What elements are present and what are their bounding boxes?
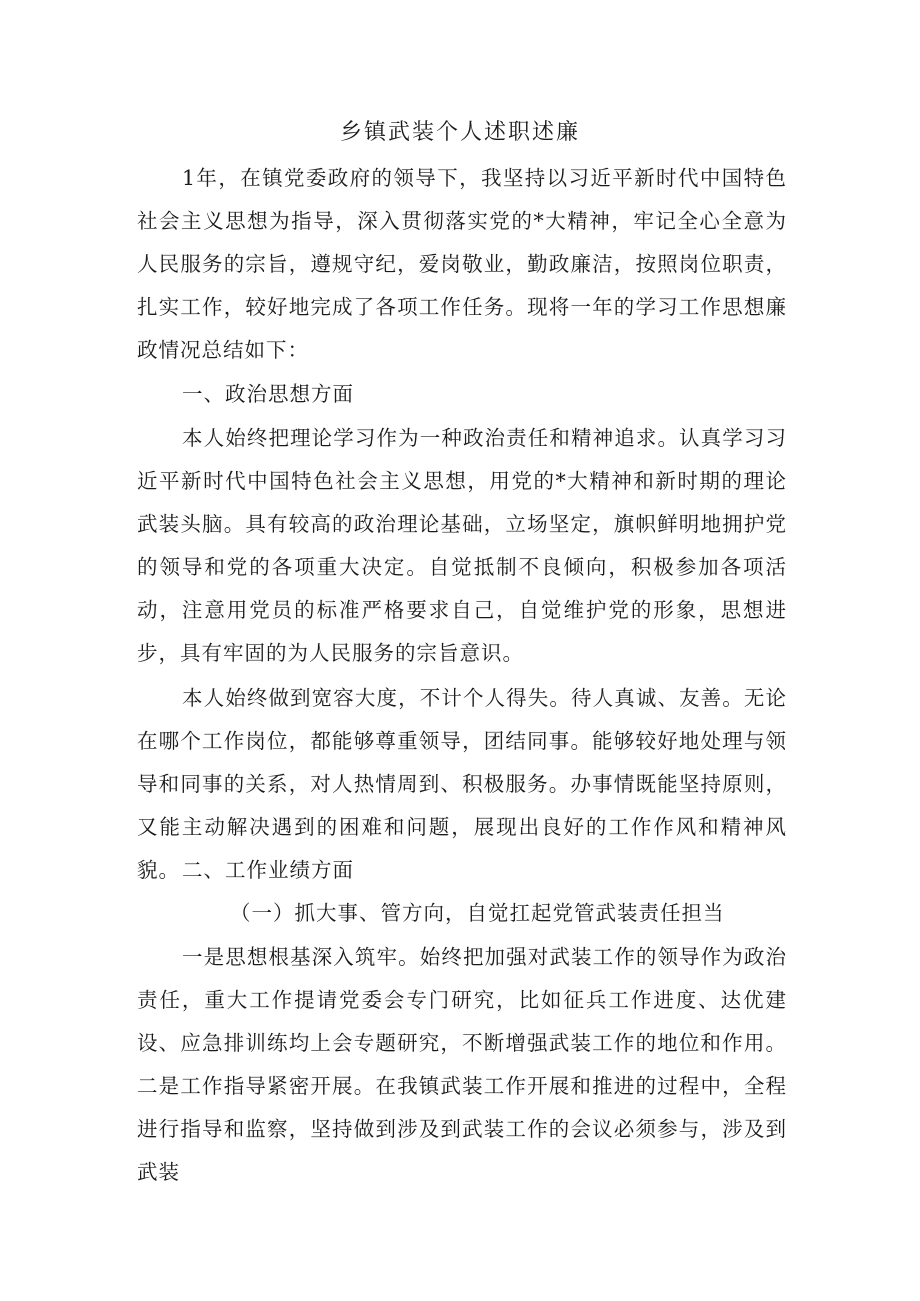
section-heading-political: 一、政治思想方面	[182, 382, 354, 406]
section-heading-work: 二、工作业绩方面	[182, 858, 354, 882]
paragraph-work-1: 一是思想根基深入筑牢。始终把加强对武装工作的领导作为政治责任，重大工作提请党委会专门研究，比如征兵工作进度、达优建设、应急排训练均上会专题研究，不断增强武装工作的地位和作用。二是工作指导紧密开展。在我镇武装工作开展和推进的过程中，全程进行指导和监察，坚持做到涉及到武装工作的会议必须参与，涉及到武装	[137, 945, 787, 1184]
intro-paragraph: 1年，在镇党委政府的领导下，我坚持以习近平新时代中国特色社会主义思想为指导，深入贯彻落实党的*大精神，牢记全心全意为人民服务的宗旨，遵规守纪，爱岗敬业，勤政廉洁，按照岗位职责，扎实工作，较好地完成了各项工作任务。现将一年的学习工作思想廉政情况总结如下：	[137, 166, 787, 362]
paragraph-political-1: 本人始终把理论学习作为一种政治责任和精神追求。认真学习习近平新时代中国特色社会主义思想，用党的*大精神和新时期的理论武装头脑。具有较高的政治理论基础，立场坚定，旗帜鲜明地拥护党的领导和党的各项重大决定。自觉抵制不良倾向，积极参加各项活动，注意用党员的标准严格要求自己，自觉维护党的形象，思想进步，具有牢固的为人民服务的宗旨意识。	[137, 426, 787, 665]
sub-heading-work-1: （一）抓大事、管方向，自觉扛起党管武装责任担当	[230, 901, 725, 925]
paragraph-political-2: 本人始终做到宽容大度，不计个人得失。待人真诚、友善。无论在哪个工作岗位，都能够尊重领导，团结同事。能够较好地处理与领导和同事的关系，对人热情周到、积极服务。办事情既能坚持原则，又能主动解决遇到的困难和问题，展现出良好的工作作风和精神风貌。	[137, 686, 787, 882]
document-title: 乡镇武装个人述职述廉	[339, 120, 580, 145]
